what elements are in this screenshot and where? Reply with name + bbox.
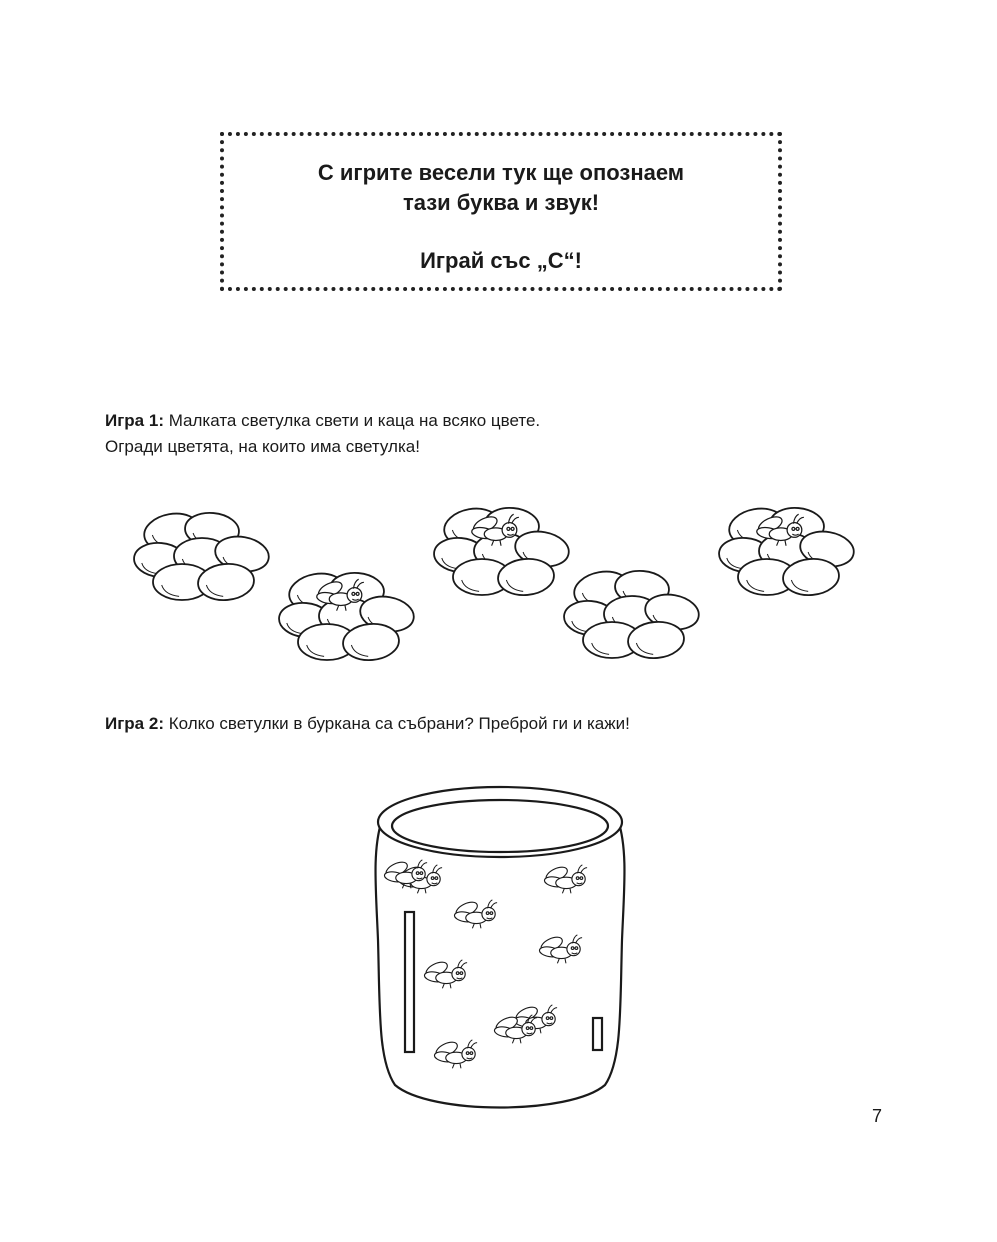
jar-illustration — [370, 780, 630, 1115]
flower-4[interactable] — [563, 567, 702, 660]
game-2-label: Игра 2: — [105, 714, 164, 733]
flower-5[interactable] — [718, 504, 857, 597]
banner-line-2: тази буква и звук! — [402, 190, 600, 215]
game-1-label: Игра 1: — [105, 411, 164, 430]
flower-2[interactable] — [278, 569, 417, 662]
flower-1[interactable] — [133, 509, 272, 602]
game-1-line-2: Огради цветята, на които има светулка! — [105, 437, 420, 456]
flowers-illustration — [125, 490, 875, 670]
game-1-text: Малката светулка свети и каца на всяко цвете. — [163, 411, 541, 430]
game-1-instructions — [105, 408, 540, 460]
jar-shine-left — [405, 912, 414, 1052]
game-2-line — [105, 711, 630, 737]
banner-line-3: Играй със „С“! — [420, 248, 582, 273]
jar-shine-right — [593, 1018, 602, 1050]
game-1-line-1 — [105, 408, 540, 434]
banner-line-1: С игрите весели тук ще опознаем — [317, 160, 685, 185]
game-2-text: Колко светулки в буркана са събрани? Преброй ги и кажи! — [163, 714, 630, 733]
flower-3[interactable] — [433, 504, 572, 597]
jar-rim-inner — [392, 800, 608, 852]
page-number: 7 — [872, 1106, 883, 1126]
game-2-instructions — [105, 711, 630, 737]
title-banner — [220, 132, 782, 291]
